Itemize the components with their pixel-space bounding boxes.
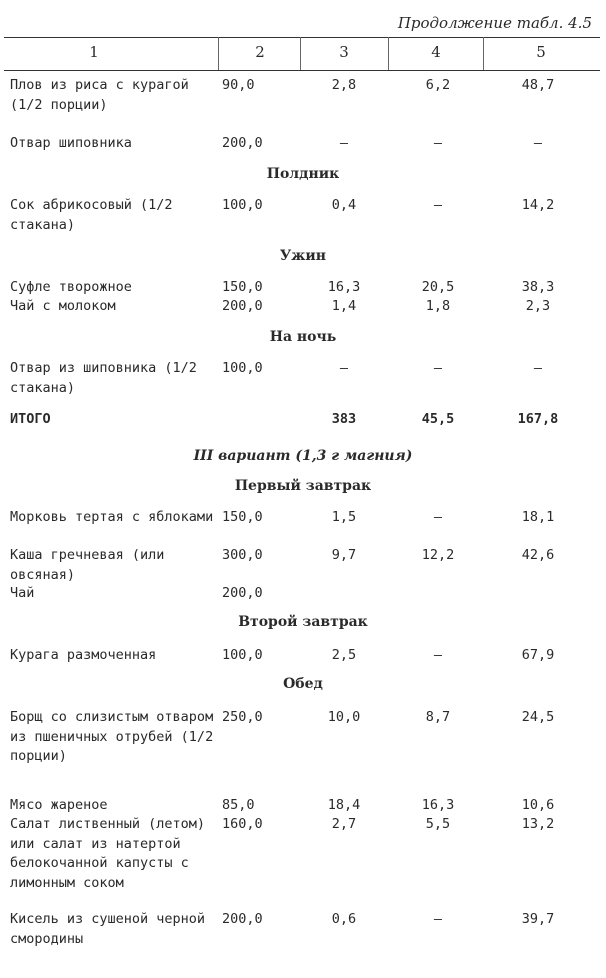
protein-value: 10,0 [327, 709, 361, 725]
carb-value: 10,6 [521, 797, 555, 813]
fat-value: 12,2 [421, 547, 455, 563]
portion-value: 100,0 [222, 360, 263, 376]
total-protein-value: 383 [331, 411, 357, 427]
fat-value: — [433, 911, 443, 927]
carb-value: — [533, 135, 543, 151]
section-heading: Второй завтрак [238, 614, 368, 630]
total-fat-value: 45,5 [421, 411, 455, 427]
column-header-3: 3 [339, 43, 349, 61]
fat-value: — [433, 360, 443, 376]
carb-value: 39,7 [521, 911, 555, 927]
carb-value: 38,3 [521, 279, 555, 295]
column-header-2: 2 [255, 43, 265, 61]
total-carb-value: 167,8 [517, 411, 559, 427]
fat-value: 8,7 [425, 709, 451, 725]
dish-name: Каша гречневая (или овсяная) [10, 547, 165, 583]
dish-name: Мясо жареное [10, 797, 108, 813]
protein-value: 9,7 [331, 547, 357, 563]
column-header-4: 4 [431, 43, 441, 61]
portion-value: 100,0 [222, 197, 263, 213]
carb-value: 67,9 [521, 647, 555, 663]
dish-name: Сок абрикосовый (1/2 стакана) [10, 197, 173, 233]
protein-value: — [339, 135, 349, 151]
dish-name: Курага размоченная [10, 647, 157, 663]
protein-value: 0,6 [331, 911, 357, 927]
dish-name: Чай [10, 585, 35, 601]
section-heading: Полдник [266, 166, 340, 182]
protein-value: 18,4 [327, 797, 361, 813]
portion-value: 200,0 [222, 911, 263, 927]
carb-value: 42,6 [521, 547, 555, 563]
dish-name: Чай с молоком [10, 298, 116, 314]
portion-value: 90,0 [222, 77, 255, 93]
dish-name: Плов из риса с курагой (1/2 порции) [10, 77, 189, 113]
column-header-5: 5 [536, 43, 546, 61]
section-heading: Обед [283, 676, 323, 692]
dish-name: Морковь тертая с яблоками [10, 509, 214, 525]
portion-value: 100,0 [222, 647, 263, 663]
dish-name: Кисель из сушеной черной смородины [10, 911, 206, 947]
section-heading: На ночь [269, 329, 337, 345]
variant-heading: III вариант (1,3 г магния) [193, 448, 413, 464]
protein-value: — [339, 360, 349, 376]
dish-name: Отвар из шиповника (1/2 стакана) [10, 360, 197, 396]
dish-name: Суфле творожное [10, 279, 132, 295]
section-heading: Ужин [279, 248, 327, 264]
portion-value: 250,0 [222, 709, 263, 725]
protein-value: 1,5 [331, 509, 357, 525]
carb-value: 18,1 [521, 509, 555, 525]
fat-value: — [433, 647, 443, 663]
carb-value: 13,2 [521, 816, 555, 832]
fat-value: 1,8 [425, 298, 451, 314]
portion-value: 200,0 [222, 585, 263, 601]
portion-value: 160,0 [222, 816, 263, 832]
carb-value: 2,3 [525, 298, 551, 314]
carb-value: — [533, 360, 543, 376]
portion-value: 300,0 [222, 547, 263, 563]
portion-value: 150,0 [222, 509, 263, 525]
carb-value: 14,2 [521, 197, 555, 213]
carb-value: 24,5 [521, 709, 555, 725]
dish-name: Отвар шиповника [10, 135, 132, 151]
dish-name: Салат лиственный (летом) или салат из натертой белокочанной капусты с лимонным соком [10, 816, 206, 891]
protein-value: 16,3 [327, 279, 361, 295]
fat-value: 16,3 [421, 797, 455, 813]
portion-value: 85,0 [222, 797, 255, 813]
protein-value: 2,5 [331, 647, 357, 663]
carb-value: 48,7 [521, 77, 555, 93]
protein-value: 2,8 [331, 77, 357, 93]
protein-value: 2,7 [331, 816, 357, 832]
portion-value: 200,0 [222, 135, 263, 151]
fat-value: 6,2 [425, 77, 451, 93]
column-header-1: 1 [89, 43, 99, 61]
total-dish-name: ИТОГО [10, 411, 51, 427]
fat-value: — [433, 509, 443, 525]
portion-value: 150,0 [222, 279, 263, 295]
section-heading: Первый завтрак [234, 478, 372, 494]
fat-value: — [433, 197, 443, 213]
protein-value: 1,4 [331, 298, 357, 314]
portion-value: 200,0 [222, 298, 263, 314]
dish-name: Борщ со слизистым отваром из пшеничных отрубей (1/2 порции) [10, 709, 214, 764]
fat-value: 5,5 [425, 816, 451, 832]
continuation-label: Продолжение табл. 4.5 [397, 14, 592, 32]
fat-value: — [433, 135, 443, 151]
fat-value: 20,5 [421, 279, 455, 295]
protein-value: 0,4 [331, 197, 357, 213]
